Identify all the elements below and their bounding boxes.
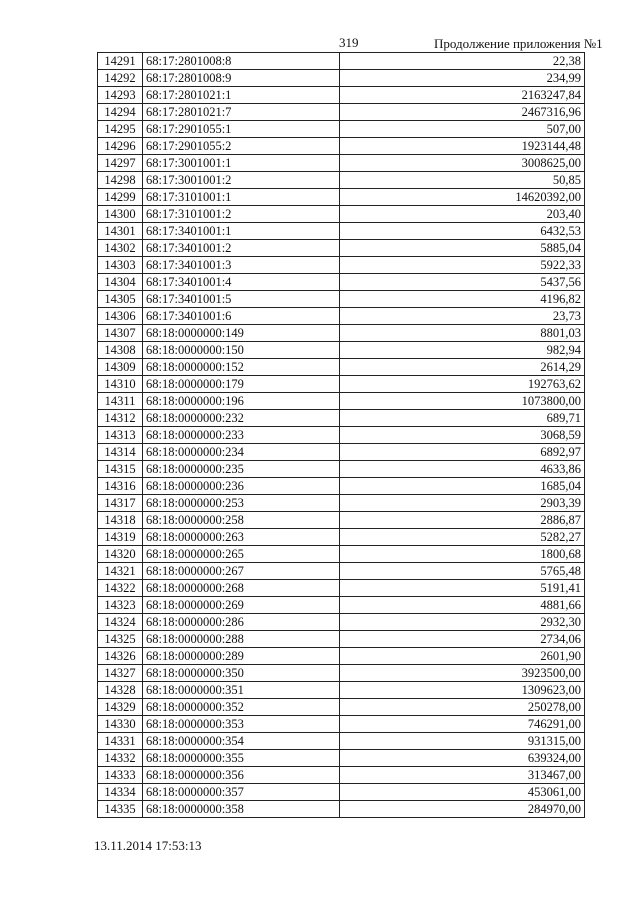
cadastral-number: 68:18:0000000:233 bbox=[143, 427, 340, 444]
row-number: 14320 bbox=[98, 546, 143, 563]
table-row bbox=[98, 104, 585, 121]
cadastral-value: 5765,48 bbox=[340, 563, 585, 580]
row-number: 14294 bbox=[98, 104, 143, 121]
cadastral-number: 68:18:0000000:149 bbox=[143, 325, 340, 342]
cadastral-number: 68:18:0000000:263 bbox=[143, 529, 340, 546]
table-row bbox=[98, 563, 585, 580]
row-number: 14301 bbox=[98, 223, 143, 240]
table-row bbox=[98, 427, 585, 444]
cadastral-value: 313467,00 bbox=[340, 767, 585, 784]
cadastral-number: 68:18:0000000:236 bbox=[143, 478, 340, 495]
cadastral-value: 2734,06 bbox=[340, 631, 585, 648]
row-number: 14308 bbox=[98, 342, 143, 359]
cadastral-value: 4196,82 bbox=[340, 291, 585, 308]
cadastral-number: 68:17:3101001:2 bbox=[143, 206, 340, 223]
cadastral-number: 68:17:2901055:2 bbox=[143, 138, 340, 155]
cadastral-number: 68:17:3401001:2 bbox=[143, 240, 340, 257]
row-number: 14309 bbox=[98, 359, 143, 376]
cadastral-value: 6892,97 bbox=[340, 444, 585, 461]
row-number: 14319 bbox=[98, 529, 143, 546]
table-row bbox=[98, 121, 585, 138]
table-row bbox=[98, 257, 585, 274]
row-number: 14328 bbox=[98, 682, 143, 699]
row-number: 14303 bbox=[98, 257, 143, 274]
table-row bbox=[98, 138, 585, 155]
row-number: 14310 bbox=[98, 376, 143, 393]
cadastral-value: 1309623,00 bbox=[340, 682, 585, 699]
cadastral-value: 2886,87 bbox=[340, 512, 585, 529]
cadastral-number: 68:18:0000000:265 bbox=[143, 546, 340, 563]
table-row bbox=[98, 291, 585, 308]
cadastral-number: 68:18:0000000:235 bbox=[143, 461, 340, 478]
cadastral-number: 68:17:3401001:5 bbox=[143, 291, 340, 308]
cadastral-number: 68:18:0000000:355 bbox=[143, 750, 340, 767]
cadastral-value: 3923500,00 bbox=[340, 665, 585, 682]
cadastral-value: 22,38 bbox=[340, 53, 585, 70]
table-row bbox=[98, 631, 585, 648]
cadastral-value: 4633,86 bbox=[340, 461, 585, 478]
table-row bbox=[98, 376, 585, 393]
table-row bbox=[98, 665, 585, 682]
cadastral-value: 507,00 bbox=[340, 121, 585, 138]
cadastral-value: 3008625,00 bbox=[340, 155, 585, 172]
cadastral-value: 639324,00 bbox=[340, 750, 585, 767]
row-number: 14302 bbox=[98, 240, 143, 257]
row-number: 14295 bbox=[98, 121, 143, 138]
cadastral-number: 68:18:0000000:358 bbox=[143, 801, 340, 818]
cadastral-number: 68:18:0000000:268 bbox=[143, 580, 340, 597]
table-row bbox=[98, 699, 585, 716]
row-number: 14297 bbox=[98, 155, 143, 172]
cadastral-value: 982,94 bbox=[340, 342, 585, 359]
cadastral-value: 689,71 bbox=[340, 410, 585, 427]
table-row bbox=[98, 733, 585, 750]
cadastral-number: 68:17:3401001:4 bbox=[143, 274, 340, 291]
cadastral-value: 5282,27 bbox=[340, 529, 585, 546]
cadastral-number: 68:18:0000000:150 bbox=[143, 342, 340, 359]
table-row bbox=[98, 784, 585, 801]
cadastral-number: 68:17:3401001:3 bbox=[143, 257, 340, 274]
table-row bbox=[98, 342, 585, 359]
row-number: 14314 bbox=[98, 444, 143, 461]
row-number: 14306 bbox=[98, 308, 143, 325]
table-row bbox=[98, 614, 585, 631]
cadastral-number: 68:17:2801008:9 bbox=[143, 70, 340, 87]
cadastral-number: 68:18:0000000:350 bbox=[143, 665, 340, 682]
table-row bbox=[98, 87, 585, 104]
cadastral-number: 68:18:0000000:357 bbox=[143, 784, 340, 801]
row-number: 14299 bbox=[98, 189, 143, 206]
table-row bbox=[98, 478, 585, 495]
cadastral-number: 68:17:3001001:1 bbox=[143, 155, 340, 172]
cadastral-value: 2601,90 bbox=[340, 648, 585, 665]
cadastral-number: 68:17:3401001:1 bbox=[143, 223, 340, 240]
row-number: 14318 bbox=[98, 512, 143, 529]
row-number: 14335 bbox=[98, 801, 143, 818]
row-number: 14316 bbox=[98, 478, 143, 495]
table-row bbox=[98, 189, 585, 206]
row-number: 14324 bbox=[98, 614, 143, 631]
table-row bbox=[98, 359, 585, 376]
row-number: 14330 bbox=[98, 716, 143, 733]
row-number: 14325 bbox=[98, 631, 143, 648]
row-number: 14292 bbox=[98, 70, 143, 87]
appendix-title: Продолжение приложения №1 bbox=[434, 36, 603, 51]
row-number: 14322 bbox=[98, 580, 143, 597]
cadastral-value: 192763,62 bbox=[340, 376, 585, 393]
row-number: 14312 bbox=[98, 410, 143, 427]
cadastral-number: 68:18:0000000:289 bbox=[143, 648, 340, 665]
row-number: 14321 bbox=[98, 563, 143, 580]
row-number: 14333 bbox=[98, 767, 143, 784]
table-row bbox=[98, 53, 585, 70]
table-row bbox=[98, 70, 585, 87]
table-row bbox=[98, 410, 585, 427]
cadastral-value: 1073800,00 bbox=[340, 393, 585, 410]
table-row bbox=[98, 240, 585, 257]
cadastral-number: 68:18:0000000:351 bbox=[143, 682, 340, 699]
table-row bbox=[98, 325, 585, 342]
cadastral-number: 68:17:2801008:8 bbox=[143, 53, 340, 70]
table-row bbox=[98, 274, 585, 291]
table-row bbox=[98, 767, 585, 784]
cadastral-number: 68:18:0000000:286 bbox=[143, 614, 340, 631]
row-number: 14305 bbox=[98, 291, 143, 308]
cadastral-value: 203,40 bbox=[340, 206, 585, 223]
table-row bbox=[98, 801, 585, 818]
page-number: 319 bbox=[339, 35, 359, 50]
row-number: 14323 bbox=[98, 597, 143, 614]
cadastral-value: 8801,03 bbox=[340, 325, 585, 342]
cadastral-number: 68:18:0000000:269 bbox=[143, 597, 340, 614]
row-number: 14313 bbox=[98, 427, 143, 444]
cadastral-number: 68:18:0000000:234 bbox=[143, 444, 340, 461]
cadastral-number: 68:18:0000000:352 bbox=[143, 699, 340, 716]
cadastral-number: 68:18:0000000:196 bbox=[143, 393, 340, 410]
row-number: 14298 bbox=[98, 172, 143, 189]
row-number: 14334 bbox=[98, 784, 143, 801]
table-row bbox=[98, 512, 585, 529]
table-row bbox=[98, 308, 585, 325]
cadastral-value: 3068,59 bbox=[340, 427, 585, 444]
table-row bbox=[98, 461, 585, 478]
table-row bbox=[98, 444, 585, 461]
cadastral-number: 68:17:2801021:7 bbox=[143, 104, 340, 121]
cadastral-number: 68:17:3001001:2 bbox=[143, 172, 340, 189]
row-number: 14293 bbox=[98, 87, 143, 104]
cadastral-value: 23,73 bbox=[340, 308, 585, 325]
table-row bbox=[98, 155, 585, 172]
table-row bbox=[98, 495, 585, 512]
row-number: 14307 bbox=[98, 325, 143, 342]
cadastral-value: 234,99 bbox=[340, 70, 585, 87]
row-number: 14315 bbox=[98, 461, 143, 478]
cadastral-value: 746291,00 bbox=[340, 716, 585, 733]
cadastral-value: 1685,04 bbox=[340, 478, 585, 495]
cadastral-number: 68:18:0000000:354 bbox=[143, 733, 340, 750]
cadastral-value: 453061,00 bbox=[340, 784, 585, 801]
cadastral-number: 68:17:2901055:1 bbox=[143, 121, 340, 138]
row-number: 14317 bbox=[98, 495, 143, 512]
row-number: 14291 bbox=[98, 53, 143, 70]
cadastral-number: 68:18:0000000:258 bbox=[143, 512, 340, 529]
table-row bbox=[98, 716, 585, 733]
row-number: 14332 bbox=[98, 750, 143, 767]
cadastral-value: 931315,00 bbox=[340, 733, 585, 750]
cadastral-value: 2932,30 bbox=[340, 614, 585, 631]
cadastral-number: 68:17:2801021:1 bbox=[143, 87, 340, 104]
cadastral-value: 284970,00 bbox=[340, 801, 585, 818]
cadastral-number: 68:18:0000000:288 bbox=[143, 631, 340, 648]
table-row bbox=[98, 750, 585, 767]
cadastral-value: 2614,29 bbox=[340, 359, 585, 376]
row-number: 14326 bbox=[98, 648, 143, 665]
row-number: 14311 bbox=[98, 393, 143, 410]
cadastral-value: 2163247,84 bbox=[340, 87, 585, 104]
registry-table-body bbox=[98, 53, 585, 818]
cadastral-number: 68:17:3101001:1 bbox=[143, 189, 340, 206]
table-row bbox=[98, 546, 585, 563]
cadastral-number: 68:17:3401001:6 bbox=[143, 308, 340, 325]
row-number: 14327 bbox=[98, 665, 143, 682]
table-row bbox=[98, 682, 585, 699]
table-row bbox=[98, 223, 585, 240]
cadastral-value: 5191,41 bbox=[340, 580, 585, 597]
table-row bbox=[98, 648, 585, 665]
table-row bbox=[98, 597, 585, 614]
table-row bbox=[98, 206, 585, 223]
table-row bbox=[98, 172, 585, 189]
cadastral-value: 1923144,48 bbox=[340, 138, 585, 155]
cadastral-value: 5922,33 bbox=[340, 257, 585, 274]
row-number: 14331 bbox=[98, 733, 143, 750]
table-row bbox=[98, 529, 585, 546]
cadastral-value: 2467316,96 bbox=[340, 104, 585, 121]
cadastral-value: 1800,68 bbox=[340, 546, 585, 563]
row-number: 14304 bbox=[98, 274, 143, 291]
cadastral-number: 68:18:0000000:267 bbox=[143, 563, 340, 580]
cadastral-value: 50,85 bbox=[340, 172, 585, 189]
cadastral-number: 68:18:0000000:356 bbox=[143, 767, 340, 784]
cadastral-value: 2903,39 bbox=[340, 495, 585, 512]
row-number: 14300 bbox=[98, 206, 143, 223]
cadastral-number: 68:18:0000000:253 bbox=[143, 495, 340, 512]
cadastral-number: 68:18:0000000:353 bbox=[143, 716, 340, 733]
table-row bbox=[98, 580, 585, 597]
row-number: 14296 bbox=[98, 138, 143, 155]
cadastral-value: 5885,04 bbox=[340, 240, 585, 257]
cadastral-value: 6432,53 bbox=[340, 223, 585, 240]
row-number: 14329 bbox=[98, 699, 143, 716]
cadastral-value: 250278,00 bbox=[340, 699, 585, 716]
cadastral-number: 68:18:0000000:232 bbox=[143, 410, 340, 427]
table-row bbox=[98, 393, 585, 410]
cadastral-value: 14620392,00 bbox=[340, 189, 585, 206]
cadastral-number: 68:18:0000000:179 bbox=[143, 376, 340, 393]
cadastral-value: 5437,56 bbox=[340, 274, 585, 291]
cadastral-number: 68:18:0000000:152 bbox=[143, 359, 340, 376]
cadastral-value: 4881,66 bbox=[340, 597, 585, 614]
registry-table bbox=[97, 52, 585, 818]
print-timestamp: 13.11.2014 17:53:13 bbox=[94, 838, 202, 853]
